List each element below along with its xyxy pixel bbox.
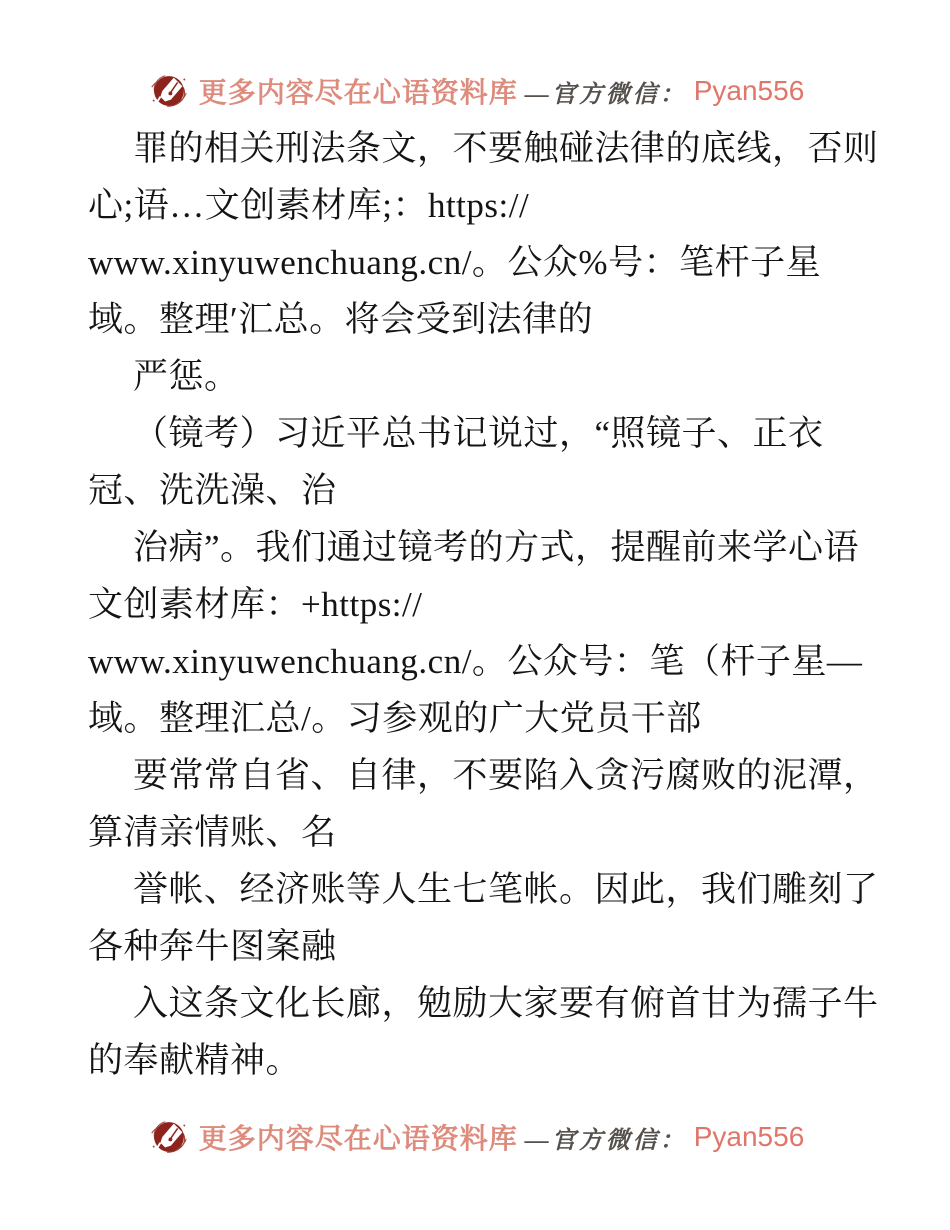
watermark-brand-text: 更多内容尽在心语资料库 [198, 78, 518, 109]
text-line: www.xinyuwenchuang.cn/。公众%号：笔杆子星 [88, 243, 822, 282]
text-line: 冠、洗洗澡、治 [88, 471, 337, 510]
watermark-wechat-id: Pyan556 [693, 75, 805, 106]
watermark-wechat-label: —官方微信： [524, 1127, 687, 1154]
document-body [88, 120, 900, 1089]
pen-nib-logo-icon [146, 68, 192, 114]
text-line: 域。整理汇总/。习参观的广大党员干部 [88, 699, 702, 738]
text-line: 算清亲情账、名 [88, 813, 337, 852]
watermark-wechat-id: Pyan556 [693, 1121, 805, 1152]
text-line: 入这条文化长廊，勉励大家要有俯首甘为孺子牛 [133, 984, 879, 1023]
text-line: 各种奔牛图案融 [88, 927, 337, 966]
text-line: www.xinyuwenchuang.cn/。公众号：笔（杆子星— [88, 642, 863, 681]
text-line: 域。整理′汇总。将会受到法律的 [88, 300, 594, 339]
text-line: 严惩。 [133, 357, 240, 396]
footer-watermark [0, 1114, 950, 1160]
text-line: 的奉献精神。 [88, 1041, 302, 1080]
text-line: 誉帐、经济账等人生七笔帐。因此，我们雕刻了 [133, 870, 879, 909]
text-line: 心;语…文创素材库;：https:// [88, 186, 530, 225]
text-line: （镜考）习近平总书记说过，“照镜子、正衣 [133, 414, 824, 453]
header-watermark [0, 68, 950, 114]
pen-nib-logo-icon [146, 1114, 192, 1160]
watermark-wechat-label: —官方微信： [524, 81, 687, 108]
text-line: 文创素材库：+https:// [88, 585, 423, 624]
text-line: 治病”。我们通过镜考的方式，提醒前来学心语 [133, 528, 860, 567]
watermark-brand-text: 更多内容尽在心语资料库 [198, 1124, 518, 1155]
text-line: 罪的相关刑法条文，不要触碰法律的底线，否则 [133, 129, 879, 168]
text-line: 要常常自省、自律，不要陷入贪污腐败的泥潭， [133, 756, 879, 795]
